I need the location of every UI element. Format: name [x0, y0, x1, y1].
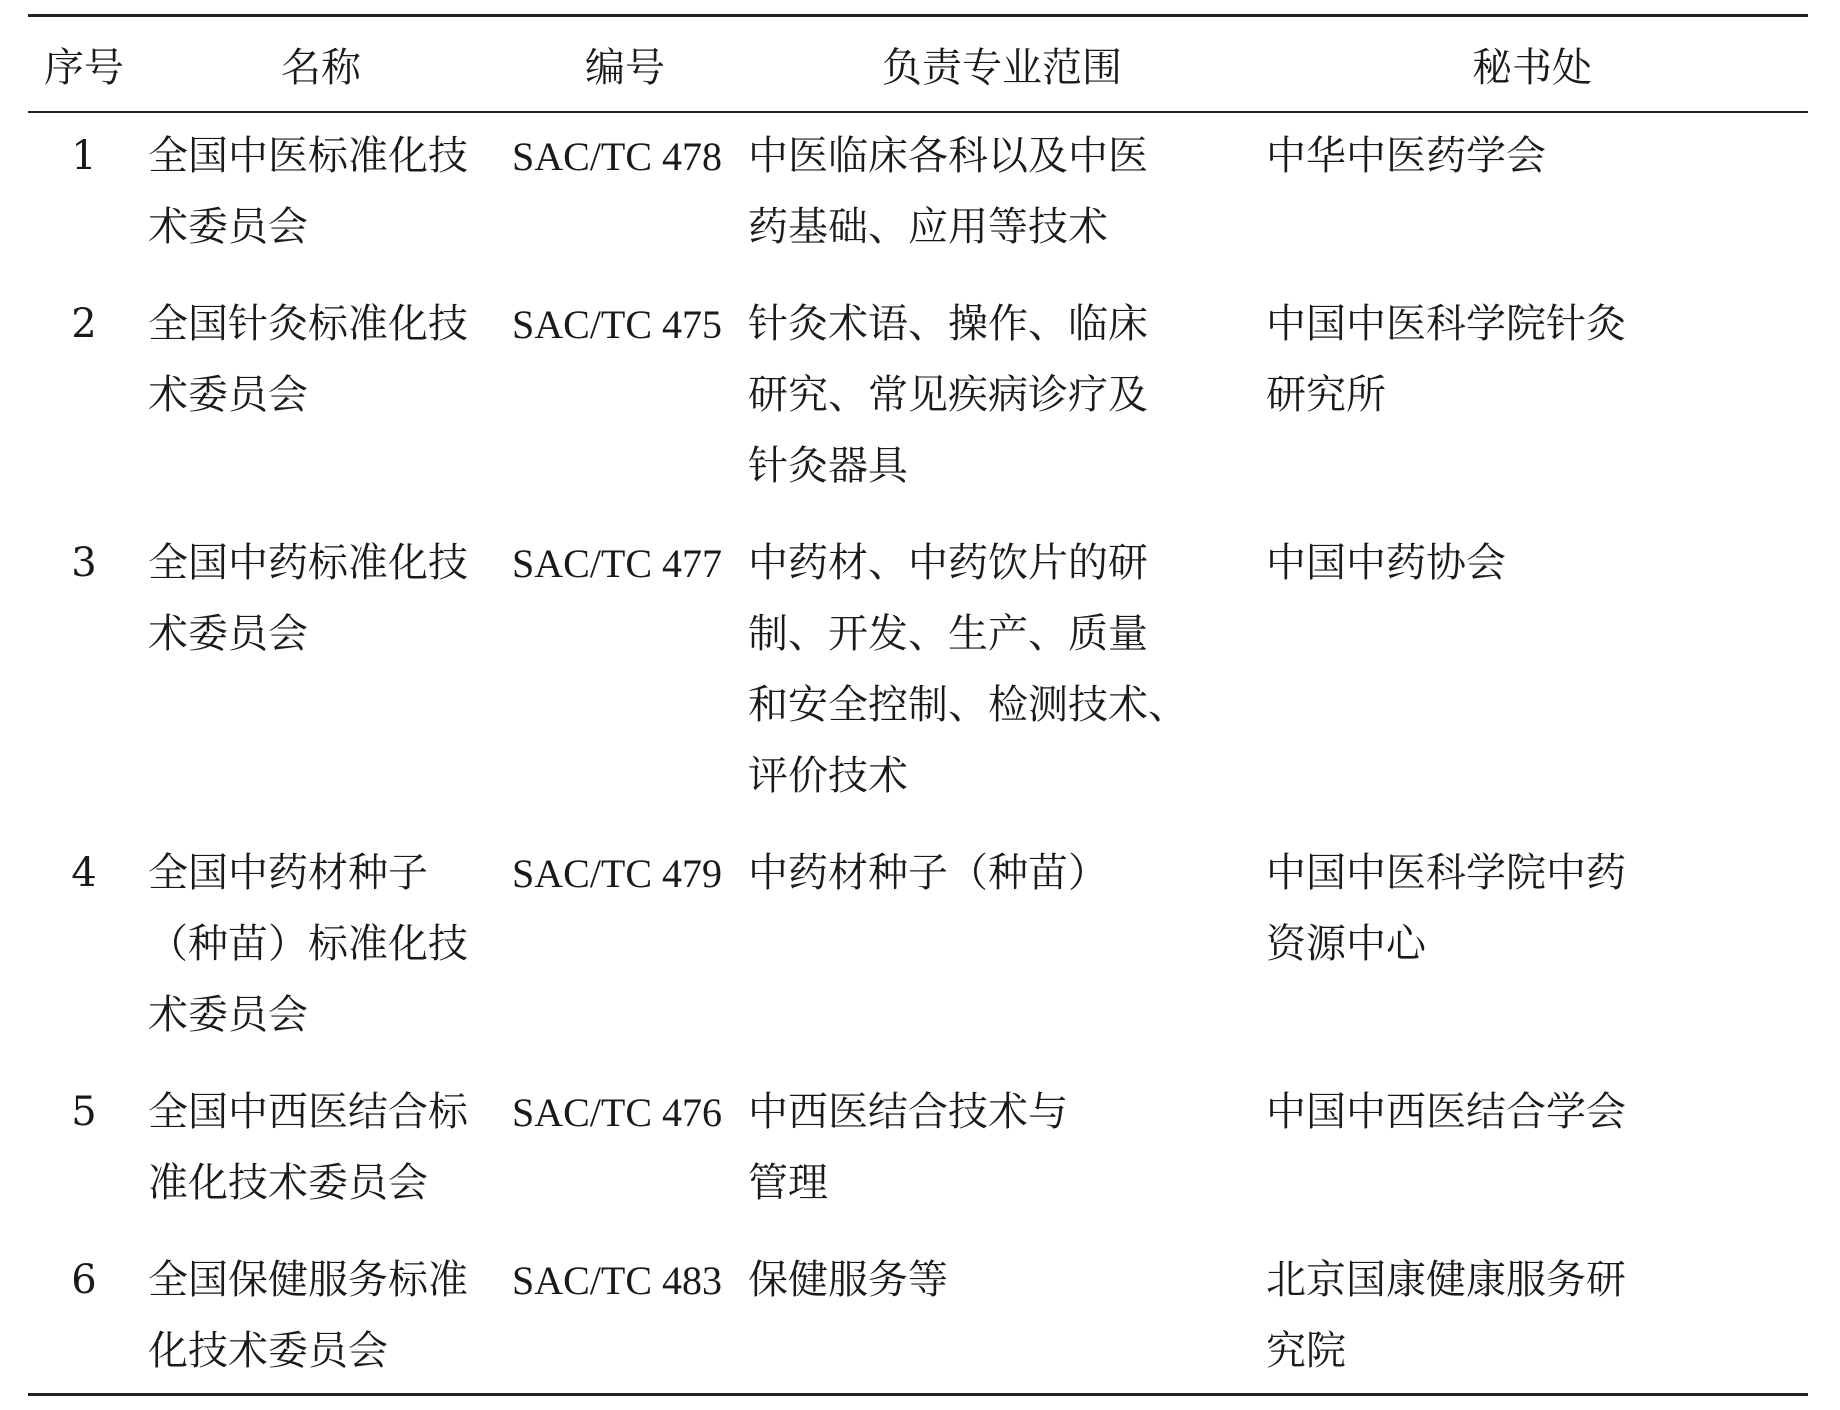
- cell-code: SAC/TC 479: [512, 851, 723, 896]
- cell-name: [140, 112, 502, 289]
- cell-name-line: 全国中医标准化技: [148, 133, 468, 179]
- committee-table: [28, 14, 1808, 1396]
- cell-name-line: 全国针灸标准化技: [148, 301, 468, 347]
- table-header-row: [28, 16, 1808, 113]
- table-row: [28, 1077, 1808, 1245]
- cell-code: SAC/TC 476: [512, 1090, 723, 1135]
- cell-code: SAC/TC 475: [512, 302, 723, 347]
- table-row: [28, 838, 1808, 1077]
- cell-scope: [748, 1077, 1256, 1245]
- cell-scope-line: 管理: [748, 1160, 828, 1206]
- cell-code: SAC/TC 483: [512, 1258, 723, 1303]
- table-body: [28, 112, 1808, 1395]
- cell-scope: [748, 528, 1256, 838]
- cell-scope: [748, 838, 1256, 1077]
- cell-secretariat: [1256, 1245, 1808, 1395]
- cell-name-line: 化技术委员会: [148, 1328, 388, 1374]
- cell-name: [140, 528, 502, 838]
- cell-code: SAC/TC 478: [512, 134, 723, 179]
- cell-name-line: 全国中西医结合标: [148, 1089, 468, 1135]
- cell-scope: [748, 112, 1256, 289]
- cell-name-line: 术委员会: [148, 611, 308, 657]
- cell-name-line: 术委员会: [148, 992, 308, 1038]
- cell-no: 2: [71, 301, 97, 347]
- cell-no: 3: [71, 540, 97, 586]
- cell-secretariat-line: 究院: [1266, 1328, 1346, 1374]
- cell-secretariat: [1256, 528, 1808, 838]
- table-row: [28, 289, 1808, 528]
- cell-scope: [748, 1245, 1256, 1395]
- cell-secretariat-line: 中国中药协会: [1266, 540, 1506, 586]
- cell-name-line: 全国中药标准化技: [148, 540, 468, 586]
- cell-name-line: 全国中药材种子: [148, 850, 428, 896]
- cell-secretariat-line: 资源中心: [1266, 921, 1426, 967]
- cell-scope-line: 中药材、中药饮片的研: [748, 540, 1148, 586]
- cell-name: [140, 838, 502, 1077]
- cell-scope-line: 和安全控制、检测技术、: [748, 682, 1188, 728]
- header-secretariat: 秘书处: [1472, 44, 1592, 91]
- cell-name: [140, 1077, 502, 1245]
- cell-secretariat-line: 中国中西医结合学会: [1266, 1089, 1626, 1135]
- cell-no: 5: [71, 1089, 97, 1135]
- cell-scope-line: 中药材种子（种苗）: [748, 850, 1108, 896]
- cell-scope-line: 药基础、应用等技术: [748, 204, 1108, 250]
- cell-scope-line: 中医临床各科以及中医: [748, 133, 1148, 179]
- cell-name-line: 术委员会: [148, 204, 308, 250]
- table-row: [28, 112, 1808, 289]
- cell-scope-line: 针灸器具: [748, 443, 908, 489]
- cell-no: 1: [71, 133, 97, 179]
- cell-name-line: 全国保健服务标准: [148, 1257, 468, 1303]
- cell-secretariat-line: 研究所: [1266, 372, 1386, 418]
- header-scope: 负责专业范围: [882, 44, 1122, 91]
- cell-secretariat: [1256, 838, 1808, 1077]
- cell-secretariat-line: 中华中医药学会: [1266, 133, 1546, 179]
- cell-scope-line: 研究、常见疾病诊疗及: [748, 372, 1148, 418]
- cell-scope-line: 针灸术语、操作、临床: [748, 301, 1148, 347]
- cell-secretariat: [1256, 1077, 1808, 1245]
- cell-code: SAC/TC 477: [512, 541, 723, 586]
- cell-name: [140, 1245, 502, 1395]
- cell-no: 6: [71, 1257, 97, 1303]
- cell-no: 4: [71, 850, 97, 896]
- cell-secretariat: [1256, 289, 1808, 528]
- cell-scope: [748, 289, 1256, 528]
- cell-name-line: （种苗）标准化技: [148, 921, 468, 967]
- cell-secretariat-line: 中国中医科学院中药: [1266, 850, 1626, 896]
- cell-name: [140, 289, 502, 528]
- cell-name-line: 准化技术委员会: [148, 1160, 428, 1206]
- cell-scope-line: 保健服务等: [748, 1257, 948, 1303]
- header-name: 名称: [281, 44, 361, 91]
- cell-name-line: 术委员会: [148, 372, 308, 418]
- cell-secretariat-line: 北京国康健康服务研: [1266, 1257, 1626, 1303]
- header-no: 序号: [44, 44, 124, 91]
- cell-secretariat-line: 中国中医科学院针灸: [1266, 301, 1626, 347]
- cell-scope-line: 中西医结合技术与: [748, 1089, 1068, 1135]
- header-code: 编号: [585, 44, 665, 91]
- cell-secretariat: [1256, 112, 1808, 289]
- table-row: [28, 528, 1808, 838]
- table-row: [28, 1245, 1808, 1395]
- cell-scope-line: 制、开发、生产、质量: [748, 611, 1148, 657]
- cell-scope-line: 评价技术: [748, 753, 908, 799]
